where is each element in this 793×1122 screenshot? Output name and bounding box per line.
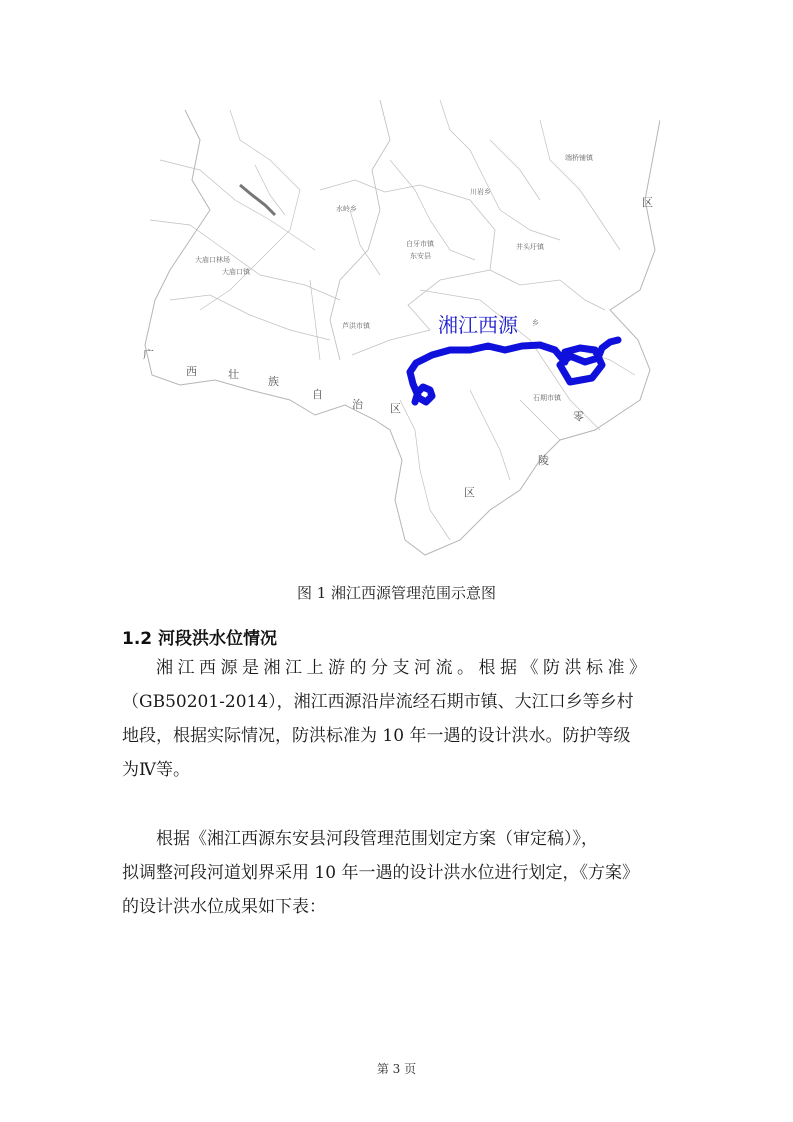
- region-char: 西: [186, 365, 197, 378]
- region-char: 区: [464, 486, 475, 499]
- figure-caption: 图 1 湘江西源管理范围示意图: [296, 584, 497, 602]
- river-map: [140, 100, 660, 560]
- place-label: 东安县: [410, 252, 431, 260]
- place-label: 水岭乡: [336, 205, 357, 213]
- place-label: 乡: [532, 319, 539, 327]
- region-char: 区: [390, 402, 401, 415]
- grey-river: [240, 185, 275, 215]
- paragraph-line: 的设计洪水位成果如下表：: [122, 897, 326, 917]
- place-label: 芦洪市镇: [342, 322, 370, 330]
- paragraph-line: 为Ⅳ等。: [122, 760, 190, 780]
- paragraph-1: [122, 651, 692, 787]
- region-char: 零: [573, 410, 584, 423]
- section-heading: 1.2 河段洪水位情况: [122, 629, 278, 649]
- place-label: 大庙口镇: [222, 268, 250, 276]
- paragraph-line: 根据《湘江西源东安县河段管理范围划定方案（审定稿）》，: [156, 829, 598, 849]
- paragraph-line: 地段，根据实际情况，防洪标准为 10 年一遇的设计洪水。防护等级: [122, 726, 631, 746]
- region-char: 广: [143, 348, 154, 361]
- page-number: 第 3 页: [376, 1062, 417, 1076]
- map-boundary: [145, 110, 660, 555]
- region-char: 区: [642, 196, 653, 209]
- region-char: 陵: [538, 454, 549, 467]
- place-label: 石期市镇: [533, 394, 561, 402]
- region-char: 治: [352, 398, 363, 411]
- place-label: 大庙口林场: [195, 256, 230, 264]
- region-char: 族: [268, 375, 279, 388]
- paragraph-line: 湘江西源是湘江上游的分支河流。根据《防洪标准》: [156, 658, 651, 678]
- map-svg: [140, 100, 660, 560]
- district-line: [490, 270, 605, 310]
- place-label: 井头圩镇: [516, 243, 544, 251]
- place-label: 白牙市镇: [406, 240, 434, 248]
- road-network: [150, 100, 635, 540]
- paragraph-line: （GB50201-2014），湘江西源沿岸流经石期市镇、大江口乡等乡村: [122, 692, 634, 712]
- place-label: 端桥铺镇: [565, 154, 593, 162]
- region-char: 自: [312, 388, 323, 401]
- place-label: 川岩乡: [470, 188, 491, 196]
- paragraph-line: 拟调整河段河道划界采用 10 年一遇的设计洪水位进行划定，《方案》: [122, 863, 639, 883]
- river-label: 湘江西源: [438, 313, 518, 337]
- district-line: [330, 100, 390, 360]
- paragraph-2: [122, 822, 692, 924]
- region-char: 壮: [228, 368, 239, 381]
- xiangjiang-west-source-river: [410, 340, 618, 402]
